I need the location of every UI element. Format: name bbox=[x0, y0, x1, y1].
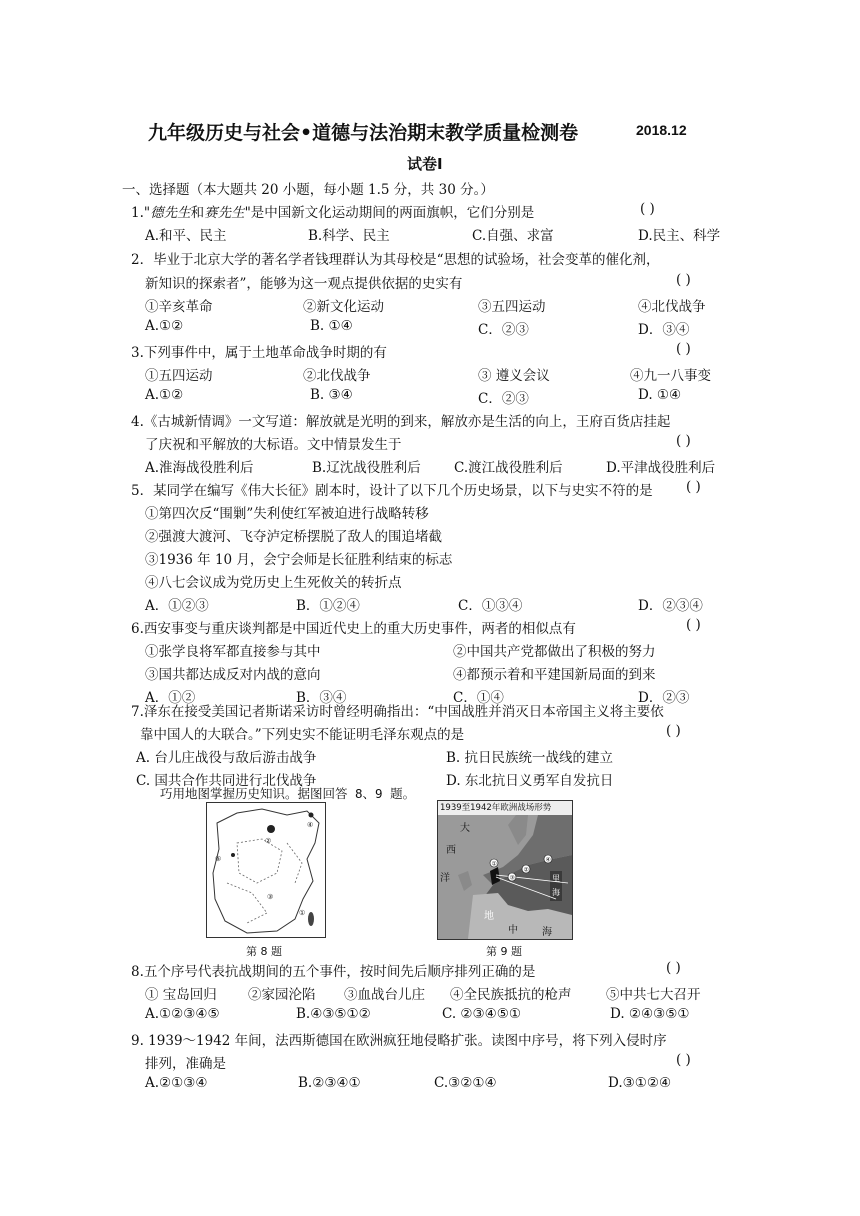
q6-item-2: ②中国共产党都做出了积极的努力 bbox=[453, 644, 656, 660]
q8-item-4: ④全民族抵抗的枪声 bbox=[450, 987, 572, 1003]
q2-item-2: ②新文化运动 bbox=[303, 299, 384, 315]
china-map-q8 bbox=[206, 802, 326, 938]
q6-option-b: B．③④ bbox=[296, 690, 347, 706]
q5-option-b: B．①②④ bbox=[296, 598, 360, 614]
q2-option-c: C．②③ bbox=[478, 322, 529, 338]
map9-label-li: 里 bbox=[552, 874, 560, 883]
q6-item-1: ①张学良将军都直接参与其中 bbox=[145, 644, 321, 660]
paper-label: 试卷Ⅰ bbox=[407, 155, 443, 173]
q8-option-d: D. ②④③⑤① bbox=[610, 1006, 690, 1022]
q4-answer-blank[interactable]: ( ) bbox=[676, 433, 691, 449]
q9-option-d: D.③①②④ bbox=[608, 1075, 672, 1091]
svg-text:③: ③ bbox=[267, 893, 274, 901]
q5-item-4: ④八七会议成为党历史上生死攸关的转折点 bbox=[145, 575, 402, 591]
map8-caption: 第 8 题 bbox=[246, 945, 282, 958]
q5-option-d: D．②③④ bbox=[638, 598, 703, 614]
q2-option-b: B. ①④ bbox=[310, 318, 353, 334]
q7-stem-line1: 7.泽东在接受美国记者斯诺采访时曾经明确指出：“中国战胜并消灭日本帝国主义将主要依 bbox=[131, 704, 664, 720]
q6-item-3: ③国共都达成反对内战的意向 bbox=[145, 667, 321, 683]
q8-option-c: C. ②③④⑤① bbox=[442, 1006, 521, 1022]
q7-option-b: B. 抗日民族统一战线的建立 bbox=[446, 750, 614, 766]
map9-caption: 第 9 题 bbox=[486, 945, 522, 958]
svg-text:④: ④ bbox=[307, 821, 314, 829]
q3-answer-blank[interactable]: ( ) bbox=[676, 341, 691, 357]
q2-item-3: ③五四运动 bbox=[478, 299, 546, 315]
q7-stem-line2: 靠中国人的大联合。”下列史实不能证明毛泽东观点的是 bbox=[140, 727, 465, 743]
q1-option-a: A.和平、民主 bbox=[145, 228, 227, 244]
q8-item-5: ⑤中共七大召开 bbox=[606, 987, 701, 1003]
q6-option-d: D．②③ bbox=[638, 690, 690, 706]
q4-option-a: A.淮海战役胜利后 bbox=[145, 460, 254, 476]
map9-title: 1939至1942年欧洲战场形势 bbox=[438, 801, 573, 816]
exam-date: 2018.12 bbox=[636, 122, 687, 138]
q1-option-b: B.科学、民主 bbox=[308, 228, 390, 244]
q3-stem: 3.下列事件中，属于土地革命战争时期的有 bbox=[131, 345, 387, 361]
q2-stem-line1: 2．毕业于北京大学的著名学者钱理群认为其母校是“思想的试验场，社会变革的催化剂， bbox=[131, 252, 660, 268]
q8-item-1: ① 宝岛回归 bbox=[145, 987, 217, 1003]
q5-option-c: C．①③④ bbox=[458, 598, 523, 614]
q8-option-b: B.④③⑤①② bbox=[296, 1006, 371, 1022]
q5-item-2: ②强渡大渡河、飞夺泸定桥摆脱了敌人的围追堵截 bbox=[145, 529, 442, 545]
maps-intro: 巧用地图掌握历史知识。据图回答 8、9 题。 bbox=[160, 786, 416, 801]
q4-stem-line1: 4.《古城新情调》一文写道：解放就是光明的到来，解放亦是生活的向上，王府百货店挂起 bbox=[131, 414, 671, 430]
q8-item-2: ②家园沦陷 bbox=[248, 987, 316, 1003]
q7-option-c: C. 国共合作共同进行北伐战争 bbox=[136, 773, 317, 789]
q9-option-c: C.③②①④ bbox=[434, 1075, 497, 1091]
q1-stem bbox=[131, 201, 534, 221]
q6-item-4: ④都预示着和平建国新局面的到来 bbox=[453, 667, 656, 683]
q1-em1: 德先生 bbox=[150, 205, 191, 221]
q3-option-c: C．②③ bbox=[478, 391, 529, 407]
q2-answer-blank[interactable]: ( ) bbox=[676, 272, 691, 288]
q9-stem-line1: 9. 1939～1942 年间，法西斯德国在欧洲疯狂地侵略扩张。读图中序号，将下列入侵时序 bbox=[131, 1033, 667, 1049]
q2-stem-line2: 新知识的探索者”，能够为这一观点提供依据的史实有 bbox=[145, 276, 463, 292]
map9-label-da: 大 bbox=[460, 823, 470, 834]
map9-label-hai: 海 bbox=[542, 927, 552, 938]
q3-item-4: ④九一八事变 bbox=[630, 368, 711, 384]
q8-option-a: A.①②③④⑤ bbox=[145, 1006, 220, 1022]
q3-item-3: ③ 遵义会议 bbox=[478, 368, 550, 384]
q1-prefix: 1." bbox=[131, 205, 151, 221]
q4-option-b: B.辽沈战役胜利后 bbox=[312, 460, 421, 476]
q6-option-c: C．①④ bbox=[453, 690, 504, 706]
q2-item-1: ①辛亥革命 bbox=[145, 299, 213, 315]
section-heading: 一、选择题（本大题共 20 小题，每小题 1.5 分，共 30 分。） bbox=[122, 182, 494, 198]
q3-option-a: A.①② bbox=[145, 387, 184, 403]
map9-label-xi: 西 bbox=[446, 845, 456, 856]
q1-answer-blank[interactable]: ( ) bbox=[640, 201, 655, 217]
q9-stem-line2: 排列，准确是 bbox=[145, 1056, 226, 1072]
svg-text:④: ④ bbox=[545, 856, 551, 864]
q8-answer-blank[interactable]: ( ) bbox=[666, 960, 681, 976]
q2-item-4: ④北伐战争 bbox=[638, 299, 706, 315]
q7-option-a: A. 台儿庄战役与敌后游击战争 bbox=[136, 750, 317, 766]
map9-label-di: 地 bbox=[484, 911, 494, 922]
q5-answer-blank[interactable]: ( ) bbox=[686, 479, 701, 495]
q5-stem: 5．某同学在编写《伟大长征》剧本时，设计了以下几个历史场景，以下与史实不符的是 bbox=[131, 483, 653, 499]
map9-label-hai2: 海 bbox=[552, 888, 560, 897]
q4-stem-line2: 了庆祝和平解放的大标语。文中情景发生于 bbox=[145, 437, 402, 453]
q7-answer-blank[interactable]: ( ) bbox=[666, 723, 681, 739]
q3-option-b: B. ③④ bbox=[310, 387, 353, 403]
q1-rest: "是中国新文化运动期间的两面旗帜，它们分别是 bbox=[244, 205, 535, 221]
exam-title: 九年级历史与社会•道德与法治期末教学质量检测卷 bbox=[148, 122, 579, 144]
q5-option-a: A．①②③ bbox=[145, 598, 209, 614]
q1-option-d: D.民主、科学 bbox=[638, 228, 721, 244]
q6-option-a: A．①② bbox=[145, 690, 196, 706]
q2-option-d: D．③④ bbox=[638, 322, 690, 338]
q8-stem: 8.五个序号代表抗战期间的五个事件，按时间先后顺序排列正确的是 bbox=[131, 964, 536, 980]
q5-item-1: ①第四次反“围剿”失利使红军被迫进行战略转移 bbox=[145, 506, 429, 522]
svg-text:①: ① bbox=[299, 909, 306, 917]
europe-map-graphic bbox=[438, 815, 572, 939]
q6-answer-blank[interactable]: ( ) bbox=[686, 617, 701, 633]
map9-label-yang: 洋 bbox=[440, 873, 450, 884]
q9-option-b: B.②③④① bbox=[298, 1075, 361, 1091]
q2-option-a: A.①② bbox=[145, 318, 184, 334]
q4-option-c: C.渡江战役胜利后 bbox=[454, 460, 563, 476]
svg-text:②: ② bbox=[265, 837, 272, 845]
svg-text:⑤: ⑤ bbox=[215, 855, 222, 863]
q5-item-3: ③1936 年 10 月，会宁会师是长征胜利结束的标志 bbox=[145, 552, 453, 568]
china-map-graphic bbox=[207, 803, 325, 937]
q7-option-d: D. 东北抗日义勇军自发抗日 bbox=[446, 773, 614, 789]
q4-option-d: D.平津战役胜利后 bbox=[606, 460, 716, 476]
q3-option-d: D. ①④ bbox=[638, 387, 682, 403]
q1-mid: 和 bbox=[190, 205, 205, 221]
q9-answer-blank[interactable]: ( ) bbox=[676, 1052, 691, 1068]
svg-text:②: ② bbox=[523, 866, 529, 874]
q1-option-c: C.自强、求富 bbox=[472, 228, 554, 244]
q9-option-a: A.②①③④ bbox=[145, 1075, 208, 1091]
europe-map-q9 bbox=[437, 800, 573, 940]
q3-item-2: ②北伐战争 bbox=[303, 368, 371, 384]
q8-item-3: ③血战台儿庄 bbox=[344, 987, 425, 1003]
svg-text:③: ③ bbox=[509, 874, 515, 882]
q1-em2: 赛先生 bbox=[204, 205, 245, 221]
q6-stem: 6.西安事变与重庆谈判都是中国近代史上的重大历史事件，两者的相似点有 bbox=[131, 621, 576, 637]
q3-item-1: ①五四运动 bbox=[145, 368, 213, 384]
map9-label-zhong: 中 bbox=[508, 925, 518, 936]
svg-text:①: ① bbox=[491, 860, 497, 868]
